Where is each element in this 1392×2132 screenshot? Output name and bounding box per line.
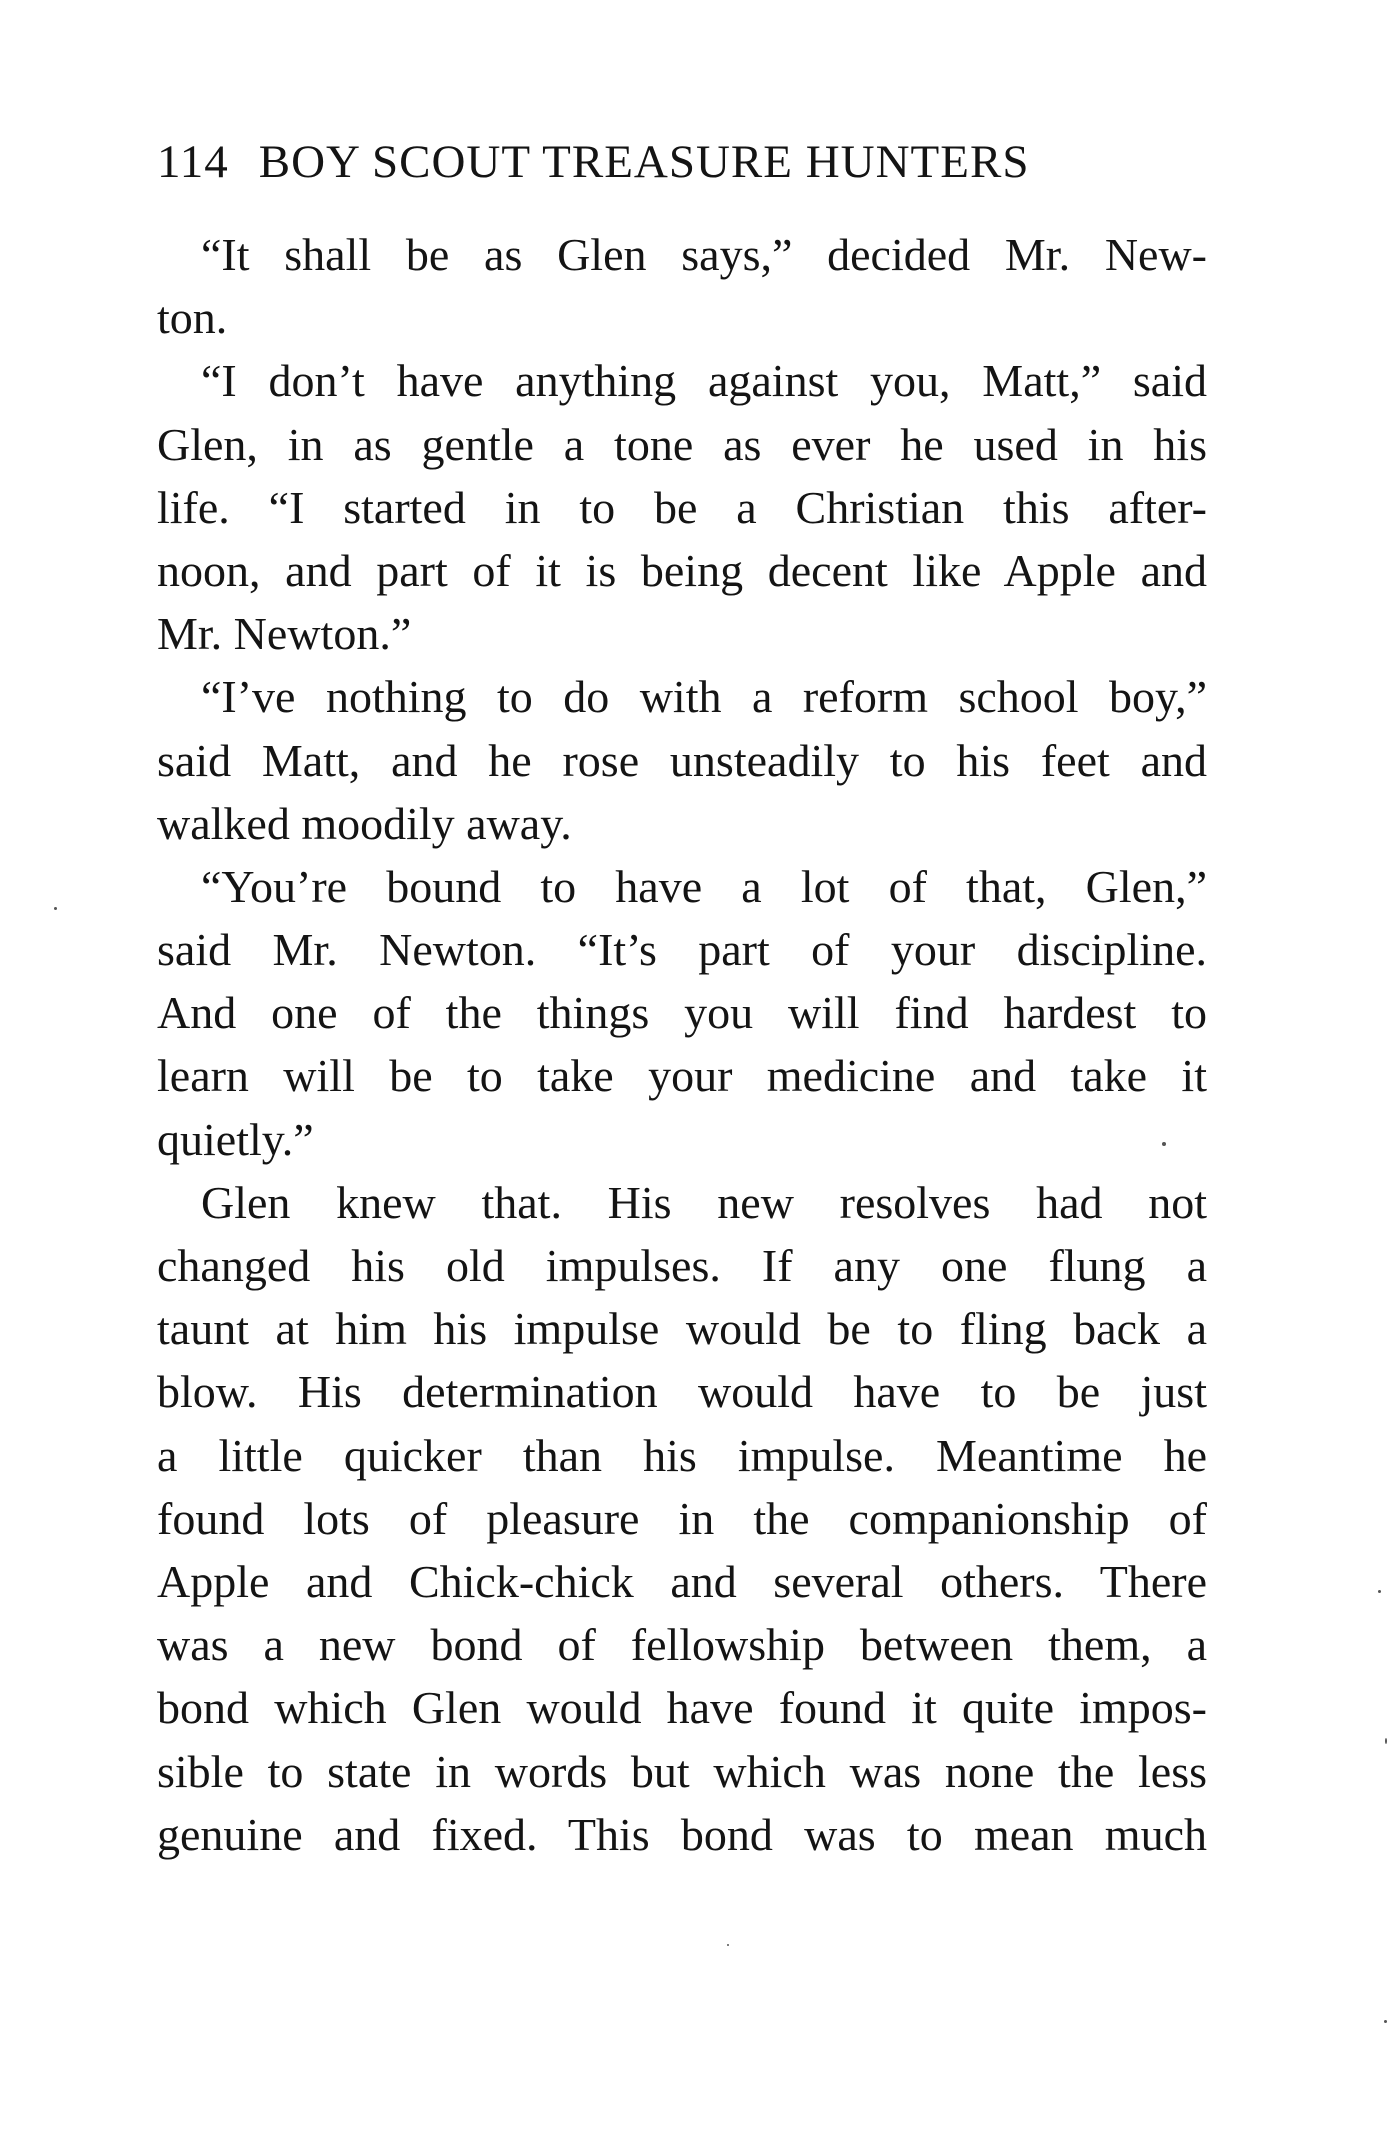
text-line: “It shall be as Glen says,” decided Mr. New- [201, 229, 1207, 280]
scan-speck [1378, 1590, 1381, 1593]
text-line: noon, and part of it is being decent like Apple and [157, 544, 1207, 596]
running-title: BOY SCOUT TREASURE HUNTERS [258, 136, 1030, 188]
text-line: sible to state in words but which was none the less [157, 1745, 1207, 1797]
page-number: 114 [157, 136, 229, 188]
text-line: “I’ve nothing to do with a reform school boy,” [201, 671, 1207, 723]
scan-speck [1385, 1738, 1387, 1744]
scan-speck [727, 1944, 729, 1946]
text-line: bond which Glen would have found it quite impos- [157, 1682, 1207, 1734]
scan-speck [1162, 1142, 1166, 1146]
text-line: And one of the things you will find hardest to [157, 987, 1207, 1039]
text-line: was a new bond of fellowship between them, a [157, 1619, 1207, 1671]
text-line: changed his old impulses. If any one flung a [157, 1240, 1207, 1291]
body-text [157, 223, 1207, 1866]
text-line: said Mr. Newton. “It’s part of your discipline. [157, 924, 1207, 976]
text-line: learn will be to take your medicine and take it [157, 1050, 1207, 1102]
text-line: taunt at him his impulse would be to fling back a [157, 1303, 1207, 1355]
text-line: life. “I started in to be a Christian this after- [157, 481, 1207, 533]
text-line: “I don’t have anything against you, Matt,” said [201, 355, 1207, 407]
text-line: “You’re bound to have a lot of that, Glen,” [201, 860, 1207, 912]
running-head [157, 132, 1217, 192]
scan-speck [1384, 2020, 1387, 2023]
text-line: found lots of pleasure in the companionship of [157, 1492, 1207, 1544]
text-line: blow. His determination would have to be just [157, 1366, 1207, 1418]
text-line: genuine and fixed. This bond was to mean much [157, 1808, 1207, 1860]
text-line: Glen, in as gentle a tone as ever he used in his [157, 418, 1207, 470]
text-line: Mr. Newton.” [157, 608, 412, 660]
text-line: a little quicker than his impulse. Meantime he [157, 1429, 1207, 1481]
text-line: walked moodily away. [157, 797, 572, 849]
text-line: said Matt, and he rose unsteadily to his feet and [157, 734, 1207, 786]
scan-speck [54, 907, 57, 910]
text-line: Glen knew that. His new resolves had not [201, 1176, 1207, 1228]
text-line: quietly.” [157, 1113, 314, 1165]
text-line: Apple and Chick-chick and several others. There [157, 1555, 1207, 1607]
text-line: ton. [157, 292, 228, 344]
